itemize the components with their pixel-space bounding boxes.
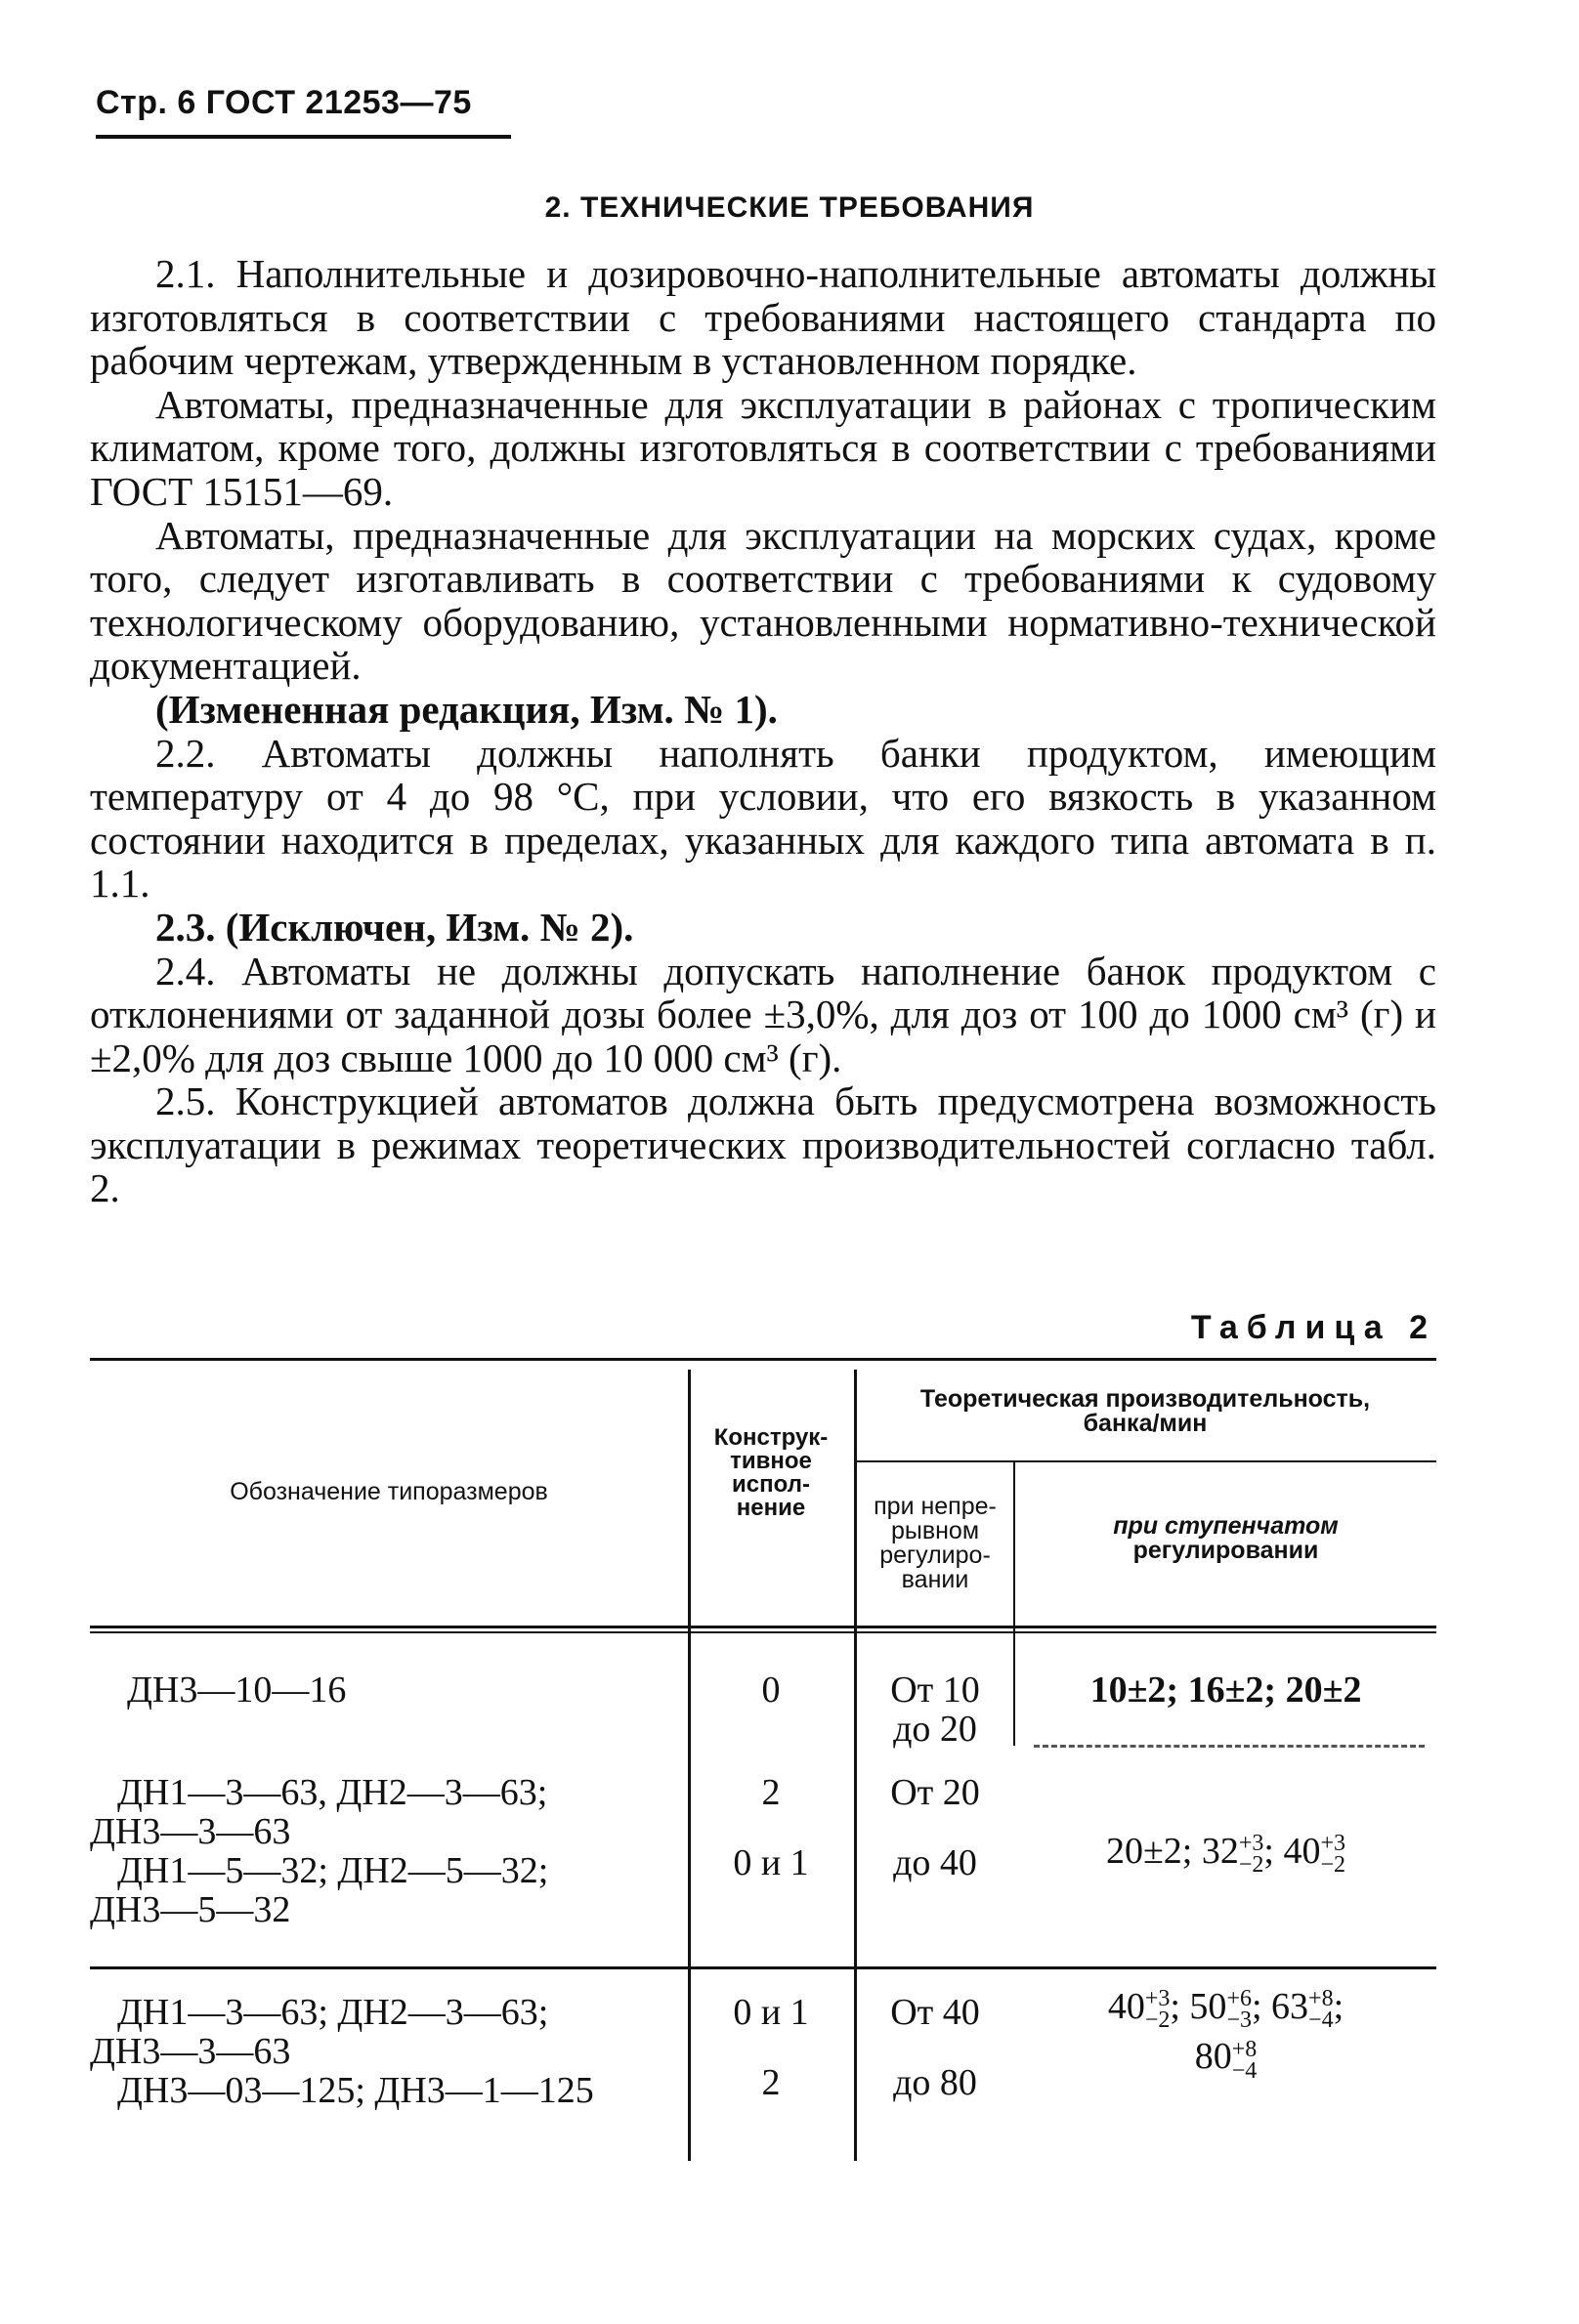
row-2-designation-line-2: ДН3—3—63	[90, 1811, 291, 1852]
body-text	[90, 252, 1436, 1210]
header-design-line-1: Конструк-	[713, 1424, 829, 1451]
header-productivity-line-2: банка/мин	[1083, 1410, 1208, 1437]
row-1-stepped: 10±2; 16±2; 20±2	[1089, 1669, 1362, 1711]
row-2-designation	[90, 1773, 688, 1929]
row-3-designation-line-1: ДН1—3—63; ДН2—3—63;	[117, 1992, 549, 2033]
row-3-stepped-v4: 80	[1194, 2036, 1232, 2078]
header-continuous-line-1: при непре-	[874, 1493, 997, 1520]
table-2	[90, 1358, 1436, 2178]
header-design	[688, 1426, 854, 1520]
row-3-stepped-tol-2	[1226, 1986, 1252, 2034]
row-2-stepped-sup-a: +3	[1238, 1831, 1264, 1857]
row-2-design-a: 2	[761, 1772, 781, 1813]
row-3-stepped-sup-3: +8	[1308, 1986, 1334, 2012]
header-continuous	[857, 1495, 1013, 1592]
row-1-designation: ДН3—10—16	[127, 1669, 347, 1711]
table-top-rule	[90, 1358, 1436, 1361]
row-2-stepped-tolerance-a	[1238, 1831, 1264, 1879]
row-3-stepped-end: ;	[1333, 1986, 1344, 2027]
amendment-note-1: (Измененная редакция, Изм. № 1).	[155, 686, 778, 732]
row-2-stepped-tolerance-b	[1320, 1831, 1346, 1879]
row-3-stepped-tol-4	[1231, 2036, 1258, 2084]
paragraph-2-4: 2.4. Автоматы не должны допускать наполнение банок продуктом с отклонениями от заданной дозы более ±3,0%, для доз от 100 до 1000 см³ (г) и ±2,0% для доз свыше 1000 до 10 000 см³ (г).	[90, 948, 1436, 1080]
row-3-stepped-sup-2: +6	[1226, 1986, 1252, 2012]
row-3-stepped	[1015, 1987, 1436, 2082]
header-design-line-4: нение	[736, 1495, 806, 1521]
row-3-stepped-tol-3	[1308, 1986, 1334, 2034]
row-3-stepped-sub-2: −3	[1226, 2007, 1252, 2034]
header-rule	[96, 135, 511, 139]
row-3-stepped-sub-1: −2	[1144, 2007, 1171, 2034]
row-3-design-b: 2	[761, 2062, 781, 2103]
header-design-line-3: испол-	[732, 1471, 810, 1498]
row-2-stepped	[1015, 1831, 1436, 1879]
row-2-stepped-sup-b: +3	[1320, 1831, 1346, 1857]
paragraph-tropical: Автоматы, предназначенные для эксплуатации в районах с тропическим климатом, кроме того, должны изготовляться в соответствии с требованиями ГОСТ 15151—69.	[90, 381, 1436, 514]
paragraph-2-5: 2.5. Конструкцией автоматов должна быть предусмотрена возможность эксплуатации в режимах теоретических производительностей согласно табл. 2.	[90, 1078, 1436, 1211]
row-3-designation	[90, 1993, 688, 2110]
table-caption: Таблица 2	[1190, 1309, 1436, 1346]
row-3-stepped-sup-4: +8	[1231, 2036, 1258, 2062]
row-3-continuous-to: до 80	[893, 2062, 977, 2103]
row-3-continuous-from: От 40	[890, 1992, 980, 2033]
row-2-designation-line-4: ДН3—5—32	[90, 1889, 291, 1930]
header-productivity-line-1: Теоретическая производительность,	[919, 1385, 1371, 1413]
row-1-continuous-from: От 10	[890, 1669, 980, 1711]
row-3-designation-line-2: ДН3—3—63	[90, 2031, 291, 2072]
header-stepped	[1015, 1514, 1436, 1563]
row-3-design-a: 0 и 1	[733, 1992, 809, 2033]
row-separator-2	[90, 1966, 1436, 1969]
row-2-continuous-from: От 20	[890, 1772, 980, 1813]
row-2-continuous-to: до 40	[893, 1842, 977, 1883]
row-2-designation-line-1: ДН1—3—63, ДН2—3—63;	[117, 1772, 548, 1813]
header-continuous-line-4: вании	[901, 1566, 969, 1593]
row-3-stepped-sub-4: −4	[1231, 2057, 1258, 2084]
header-stepped-line-1: при ступенчатом	[1113, 1512, 1339, 1540]
row-3-stepped-v2: ; 50	[1170, 1986, 1227, 2027]
header-continuous-line-3: регулиро-	[879, 1542, 991, 1569]
row-3-designation-line-3: ДН3—03—125; ДН3—1—125	[117, 2070, 594, 2111]
column-divider-2	[854, 1370, 857, 2161]
header-productivity	[854, 1387, 1436, 1436]
row-2-stepped-value-b: ; 40	[1263, 1831, 1321, 1872]
paragraph-2-3: 2.3. (Исключен, Изм. № 2).	[155, 904, 634, 950]
header-subdivider	[854, 1460, 1436, 1462]
header-bottom-rule	[90, 1626, 1436, 1628]
section-title: 2. ТЕХНИЧЕСКИЕ ТРЕБОВАНИЯ	[544, 191, 1035, 224]
paragraph-2-1: 2.1. Наполнительные и дозировочно-наполнительные автоматы должны изготовляться в соответствии с требованиями настоящего стандарта по рабочим чертежам, утвержденным в установленном порядке.	[90, 251, 1436, 384]
row-1-continuous-to: до 20	[893, 1709, 977, 1750]
row-2-stepped-value-a: 20±2; 32	[1105, 1831, 1239, 1872]
row-3-stepped-line-1	[1015, 1986, 1436, 2034]
row-1-design: 0	[761, 1669, 781, 1711]
paragraph-marine: Автоматы, предназначенные для эксплуатации на морских судах, кроме того, следует изготавливать в соответствии с требованиями к судовому технологическому оборудованию, установленными нормативно-технической документацией.	[90, 512, 1436, 689]
header-continuous-line-2: рывном	[890, 1517, 980, 1544]
row-2-designation-line-3: ДН1—5—32; ДН2—5—32;	[117, 1850, 549, 1891]
row-3-stepped-tol-1	[1144, 1986, 1171, 2034]
row-3-stepped-sub-3: −4	[1308, 2007, 1334, 2034]
paragraph-2-2: 2.2. Автоматы должны наполнять банки продуктом, имеющим температуру от 4 до 98 °С, при условии, что его вязкость в указанном состоянии находится в пределах, указанных для каждого типа автомата в п. 1.1.	[90, 730, 1436, 907]
header-designation: Обозначение типоразмеров	[230, 1478, 548, 1505]
row-2-stepped-sub-a: −2	[1238, 1852, 1264, 1879]
row-1-dashed-rule	[1034, 1745, 1425, 1748]
row-2-design-b: 0 и 1	[733, 1842, 809, 1883]
header-design-line-2: тивное	[730, 1448, 812, 1474]
header-stepped-line-2: регулировании	[1132, 1537, 1319, 1564]
row-2-stepped-sub-b: −2	[1320, 1852, 1346, 1879]
page-header: Стр. 6 ГОСТ 21253—75	[96, 84, 472, 121]
row-3-stepped-sup-1: +3	[1144, 1986, 1171, 2012]
row-3-stepped-line-2	[1015, 2036, 1436, 2084]
header-bottom-rule-2	[90, 1631, 1436, 1633]
row-1-continuous	[857, 1670, 1013, 1749]
row-3-stepped-v1: 40	[1107, 1986, 1145, 2027]
row-3-stepped-v3: ; 63	[1251, 1986, 1309, 2027]
